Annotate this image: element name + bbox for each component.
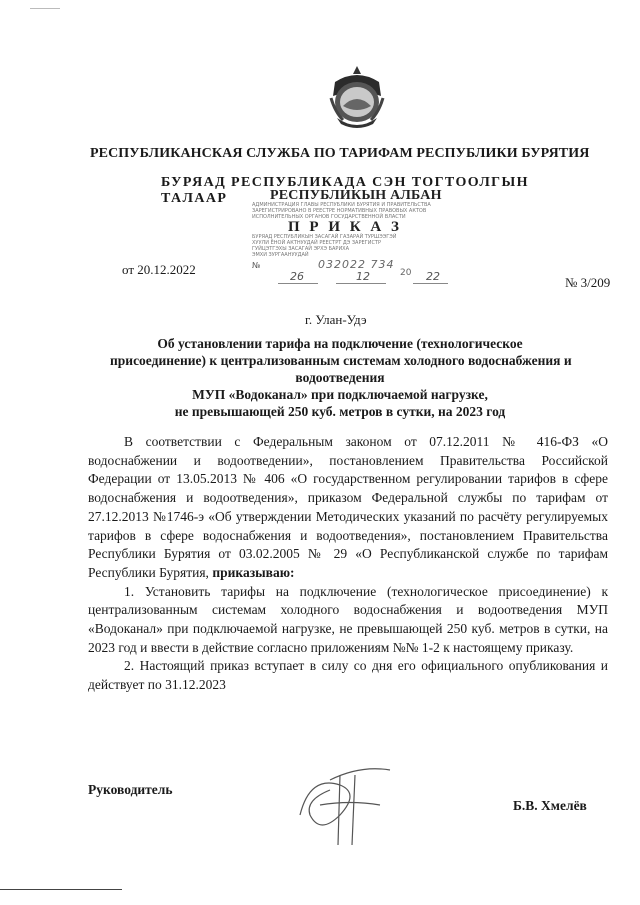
document-date: от 20.12.2022 xyxy=(122,262,196,277)
stamp-fine-print: АДМИНИСТРАЦИЯ ГЛАВЫ РЕСПУБЛИКИ БУРЯТИЯ И ПРАВИТЕЛЬСТВА xyxy=(252,202,431,208)
title-line: Об установлении тарифа на подключение (технологическое xyxy=(157,336,523,351)
document-body xyxy=(88,433,608,695)
body-paragraph: 2. Настоящий приказ вступает в силу со дня его официального опубликования и действует по 31.12.2023 xyxy=(88,658,608,693)
coat-of-arms-emblem xyxy=(325,62,389,132)
registration-stamp xyxy=(248,188,478,291)
stamp-date-year-prefix: 20 xyxy=(400,268,412,278)
organization-name-bur: БУРЯАД РЕСПУБЛИКАДА СЭН ТОГТООЛГЫН ТАЛААР xyxy=(161,175,529,206)
stamp-date-line xyxy=(413,283,448,284)
signer-name: Б.В. Хмелёв xyxy=(513,798,587,813)
preamble-text: В соответствии с Федеральным законом от 07.12.2011 № 416-ФЗ «О водоснабжении и водоотведении», постановлением Правительства Российской Федерации от 13.05.2013 № 406 «О государственном регулировании тарифов в сфере водоснабжения и водоотведения», приказом Федеральной службы по тарифам от 27.12.2013 №1746-э «Об утверждении Методических указаний по расчёту регулируемых тарифов в сфере водоснабжения и водоотведения», постановлением Правительства Республики Бурятия от 03.02.2005 № 29 «О Республиканской службе по тарифам Республики Бурятия, xyxy=(88,434,608,580)
stamp-date-year: 22 xyxy=(426,270,440,283)
title-line: не превышающей 250 куб. метров в сутки, на 2023 год xyxy=(174,404,506,419)
document-city: г. Улан-Удэ xyxy=(305,312,367,327)
organization-name-ru: РЕСПУБЛИКАНСКАЯ СЛУЖБА ПО ТАРИФАМ РЕСПУБЛИКИ БУРЯТИЯ xyxy=(90,146,590,161)
body-paragraph xyxy=(88,433,608,583)
document-number: № 3/209 xyxy=(565,275,611,290)
title-line: присоединение) к централизованным системам холодного водоснабжения и xyxy=(110,353,572,368)
stamp-date-line xyxy=(336,283,386,284)
stamp-doc-type: П Р И К А З xyxy=(288,219,402,235)
scan-artifact-line xyxy=(30,8,60,9)
stamp-date-month: 12 xyxy=(356,270,370,283)
stamp-fine-print: ГУЙЦЭТГЭХЫ ЗАСАГАЙ ЭРХЭ БАРИХА xyxy=(252,246,350,252)
stamp-fine-print: БУРЯАД РЕСПУБЛИКЫН ЗАСАГАЙ ГАЗАРАЙ ТУРШЭЭГЭЙ xyxy=(252,234,397,240)
order-keyword: приказываю: xyxy=(212,564,295,580)
stamp-reg-number: 032022 734 xyxy=(318,258,395,271)
stamp-fine-print: ЭМХИ ЗУРГААНУУДАЙ xyxy=(252,252,309,258)
body-paragraph: 1. Установить тарифы на подключение (технологическое присоединение) к централизованным системам холодного водоснабжения и водоотведения МУП «Водоканал» при подключаемой нагрузке, не превышающей 250 куб. метров в сутки, на 2023 год и ввести в действие согласно приложениям №№ 1-2 к настоящему приказу. xyxy=(88,583,608,655)
stamp-title-bur: РЕСПУБЛИКЫН АЛБАН xyxy=(270,188,442,203)
stamp-date-line xyxy=(278,283,318,284)
footer-divider xyxy=(0,889,122,890)
stamp-fine-print: ЗАРЕГИСТРИРОВАНО В РЕЕСТРЕ НОРМАТИВНЫХ ПРАВОВЫХ АКТОВ xyxy=(252,208,427,214)
document-title xyxy=(110,335,570,420)
stamp-date-day: 26 xyxy=(290,270,304,283)
stamp-reg-label: № xyxy=(252,261,261,270)
signer-position: Руководитель xyxy=(88,782,173,797)
title-line: водоотведения xyxy=(295,370,385,385)
handwritten-signature xyxy=(280,745,410,855)
stamp-fine-print: ИСПОЛНИТЕЛЬНЫХ ОРГАНОВ ГОСУДАРСТВЕННОЙ ВЛАСТИ xyxy=(252,214,406,220)
stamp-fine-print: ХУУЛИ ЁНОЙ АКТНУУДАЙ РЕЕСТРТ ДЭ ЗАРЕГИСТР xyxy=(252,240,382,246)
title-line: МУП «Водоканал» при подключаемой нагрузке, xyxy=(192,387,488,402)
